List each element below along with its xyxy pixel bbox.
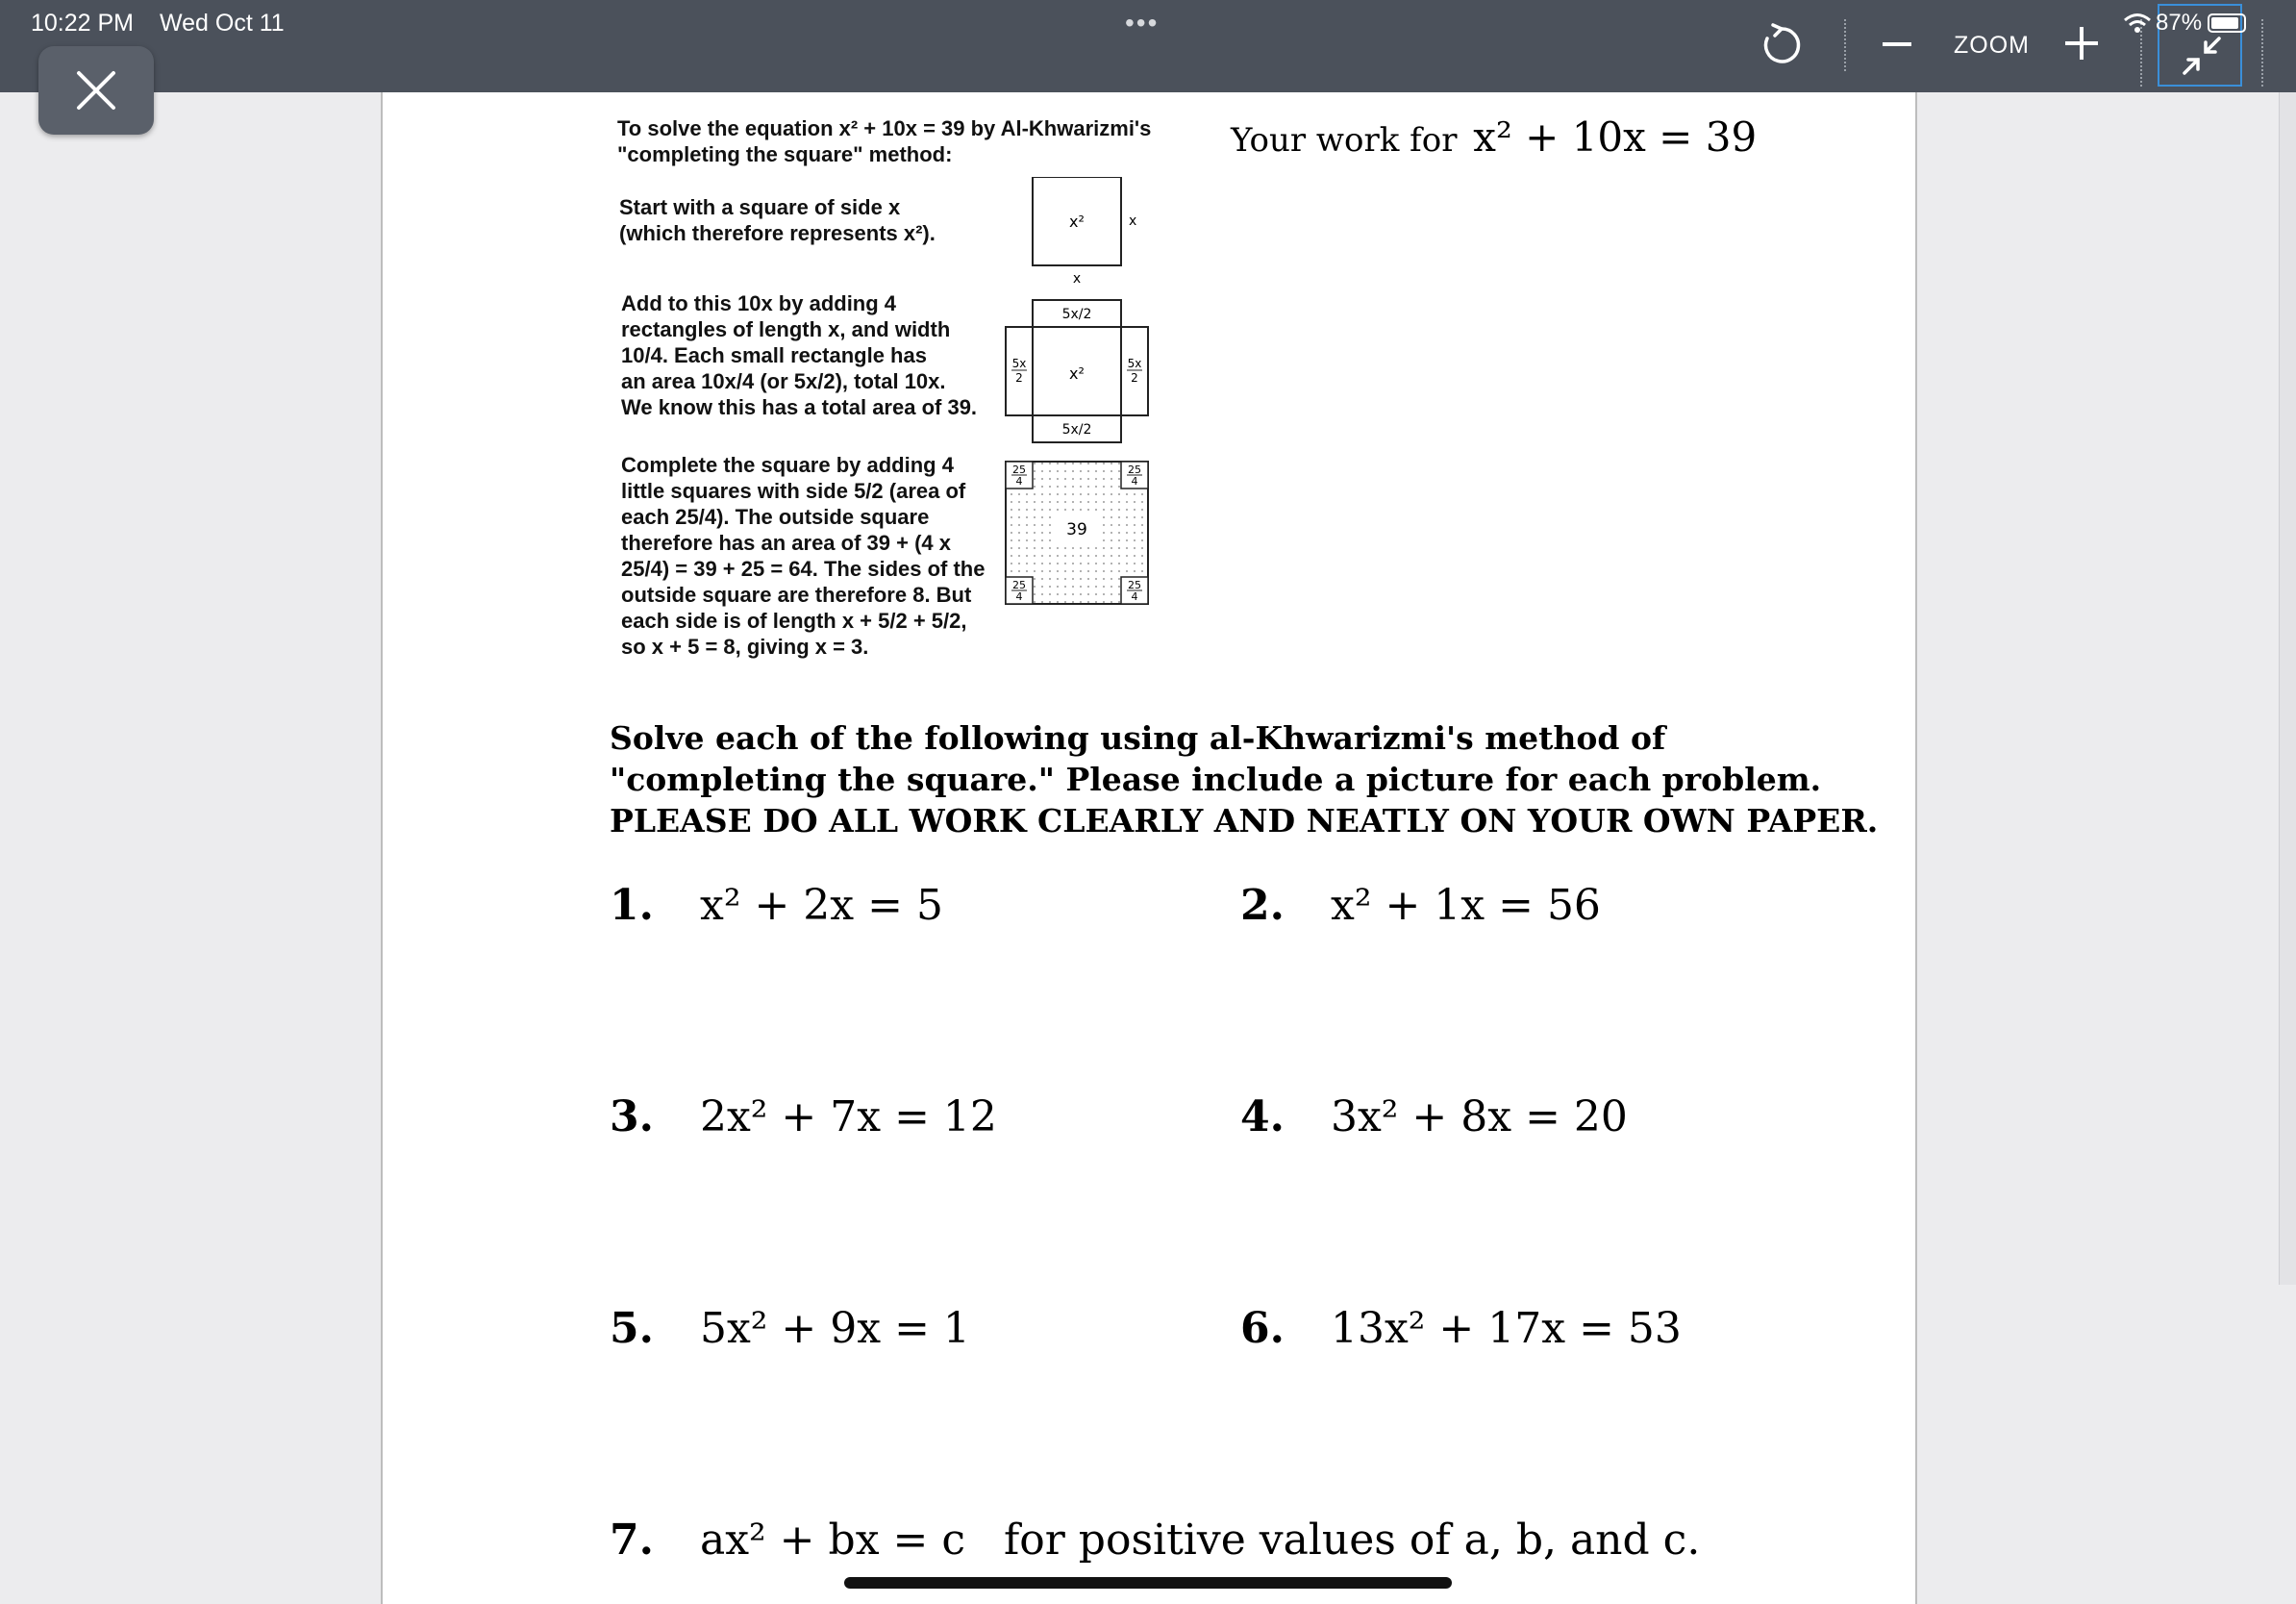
- scroll-track[interactable]: [2279, 92, 2296, 1285]
- step-text-line: 25/4) = 39 + 25 = 64. The sides of the: [621, 557, 986, 581]
- status-time: 10:22 PM: [31, 10, 135, 37]
- work-heading: [1231, 113, 1757, 161]
- problem-equation: x² + 1x = 56: [1331, 881, 1601, 930]
- corner-tr-den: 4: [1131, 475, 1138, 488]
- problem-4: [1240, 1092, 1628, 1141]
- toolbar-divider: [2261, 19, 2263, 87]
- instruction-line: "completing the square." Please include a picture for each problem.: [610, 761, 1822, 798]
- problem-equation: 5x² + 9x = 1: [700, 1304, 970, 1353]
- problem-5: [610, 1304, 970, 1353]
- step-text-line: each 25/4). The outside square: [621, 505, 930, 529]
- problem-equation: 3x² + 8x = 20: [1331, 1092, 1628, 1141]
- corner-tr-num: 25: [1128, 464, 1141, 476]
- rect-right-label-num: 5x: [1127, 357, 1142, 370]
- intro-title: [617, 115, 1151, 167]
- intro-step-2: [621, 290, 977, 420]
- step-text-line: so x + 5 = 8, giving x = 3.: [621, 635, 869, 659]
- step-text-line: Start with a square of side x: [619, 195, 901, 219]
- step-text-line: Complete the square by adding 4: [621, 453, 954, 477]
- problem-1: [610, 881, 943, 930]
- center-area-label: 39: [1066, 520, 1087, 539]
- side-label-right: x: [1129, 213, 1137, 229]
- rect-right-label-den: 2: [1131, 371, 1138, 385]
- step-text-line: 10/4. Each small rectangle has: [621, 343, 927, 367]
- more-options-handle[interactable]: •••: [1125, 8, 1160, 38]
- wifi-icon: [2123, 13, 2152, 34]
- app-toolbar: [0, 0, 2296, 92]
- problem-6: [1240, 1304, 1682, 1353]
- step-text-line: an area 10x/4 (or 5x/2), total 10x.: [621, 369, 946, 393]
- rect-bottom-label: 5x/2: [1061, 422, 1092, 438]
- diagram-completed-square: [1006, 462, 1148, 604]
- fit-screen-icon: [2181, 35, 2223, 77]
- corner-br-num: 25: [1128, 579, 1141, 591]
- reload-icon[interactable]: [1759, 23, 1804, 67]
- toolbar-divider: [1844, 19, 1846, 71]
- diagram-cross: [1006, 300, 1148, 442]
- corner-br-den: 4: [1131, 590, 1138, 603]
- home-indicator[interactable]: [844, 1577, 1452, 1589]
- problem-number: 2.: [1240, 881, 1285, 930]
- square-center-label: x²: [1069, 364, 1085, 383]
- step-text-line: little squares with side 5/2 (area of: [621, 479, 966, 503]
- close-icon: [74, 68, 118, 113]
- status-bar-left: [31, 10, 304, 38]
- zoom-label: ZOOM: [1954, 32, 2030, 59]
- battery-icon: [2208, 13, 2246, 33]
- problem-number: 4.: [1240, 1092, 1285, 1141]
- work-heading-label: Your work for: [1231, 121, 1458, 160]
- diagram-square-x: [1033, 177, 1136, 287]
- problem-equation: 13x² + 17x = 53: [1331, 1304, 1682, 1353]
- work-heading-equation: x² + 10x = 39: [1473, 113, 1758, 161]
- step-text-line: therefore has an area of 39 + (4 x: [621, 531, 951, 555]
- close-button[interactable]: [38, 46, 154, 135]
- problem-number: 3.: [610, 1092, 654, 1141]
- rect-left-label-num: 5x: [1011, 357, 1027, 370]
- step-text-line: outside square are therefore 8. But: [621, 583, 972, 607]
- step-text-line: each side is of length x + 5/2 + 5/2,: [621, 609, 967, 633]
- problem-equation: x² + 2x = 5: [700, 881, 943, 930]
- intro-title-line: To solve the equation x² + 10x = 39 by Al-Khwarizmi's: [617, 116, 1152, 140]
- problem-number: 6.: [1240, 1304, 1285, 1353]
- intro-title-line: "completing the square" method:: [617, 142, 953, 166]
- step-text-line: We know this has a total area of 39.: [621, 395, 978, 419]
- problem-number: 1.: [610, 881, 654, 930]
- square-x-label: x²: [1069, 213, 1085, 231]
- problem-2: [1240, 881, 1601, 930]
- corner-tl-num: 25: [1012, 464, 1026, 476]
- problem-note: for positive values of a, b, and c.: [1004, 1516, 1701, 1565]
- completing-square-diagram: [994, 177, 1167, 715]
- step-text-line: (which therefore represents x²).: [619, 221, 936, 245]
- instruction-line: PLEASE DO ALL WORK CLEARLY AND NEATLY ON YOUR OWN PAPER.: [610, 802, 1879, 840]
- status-date: Wed Oct 11: [159, 10, 285, 37]
- step-text-line: Add to this 10x by adding 4: [621, 291, 897, 315]
- problem-number: 5.: [610, 1304, 654, 1353]
- zoom-in-icon[interactable]: [2065, 27, 2098, 60]
- status-bar-right: [2123, 10, 2246, 37]
- instructions: [610, 717, 1879, 841]
- step-text-line: rectangles of length x, and width: [621, 317, 951, 341]
- problem-7: [610, 1516, 1700, 1565]
- battery-percent: 87%: [2156, 10, 2203, 36]
- problem-3: [610, 1092, 997, 1141]
- corner-bl-den: 4: [1015, 590, 1023, 603]
- intro-step-1: [619, 194, 936, 246]
- document-page[interactable]: [381, 92, 1917, 1604]
- corner-bl-num: 25: [1012, 579, 1026, 591]
- problem-number: 7.: [610, 1516, 654, 1565]
- zoom-out-icon[interactable]: [1883, 42, 1911, 46]
- corner-tl-den: 4: [1015, 475, 1023, 488]
- rect-left-label-den: 2: [1015, 371, 1023, 385]
- problem-equation: ax² + bx = c: [700, 1516, 965, 1565]
- side-label-bottom: x: [1072, 271, 1082, 287]
- intro-step-3: [621, 452, 985, 660]
- rect-top-label: 5x/2: [1061, 307, 1092, 322]
- instruction-line: Solve each of the following using al-Khwarizmi's method of: [610, 719, 1666, 757]
- problem-equation: 2x² + 7x = 12: [700, 1092, 997, 1141]
